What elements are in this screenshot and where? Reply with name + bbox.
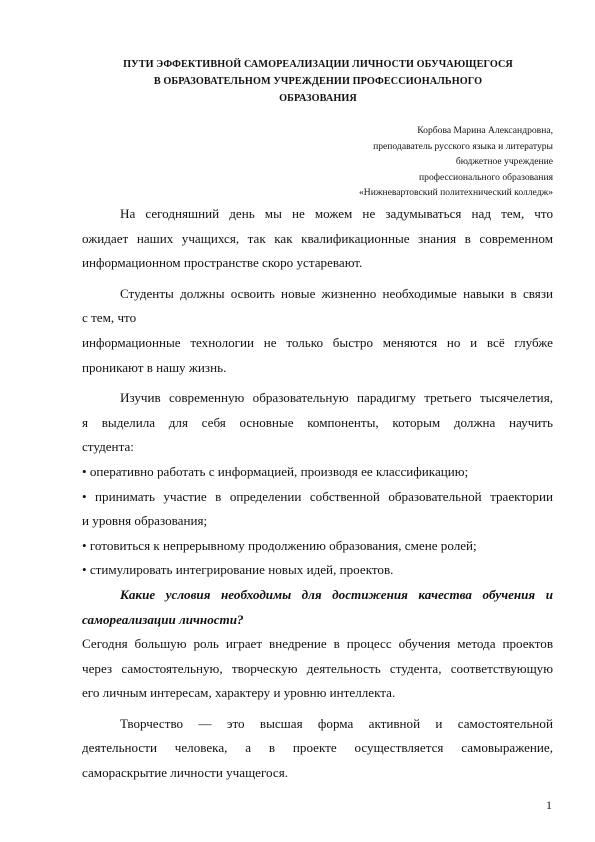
title-line-1: ПУТИ ЭФФЕКТИВНОЙ САМОРЕАЛИЗАЦИИ ЛИЧНОСТИ ОБУЧАЮЩЕГОСЯ — [123, 59, 513, 70]
bullet-item: • принимать участие в определении собственной образовательной траектории — [82, 488, 553, 504]
title-line-2: В ОБРАЗОВАТЕЛЬНОМ УЧРЕЖДЕНИИ ПРОФЕССИОНАЛЬНОГО — [153, 76, 483, 87]
body-line: с тем, что — [82, 310, 137, 326]
body-line: информационные технологии не только быстро меняются но и всё глубже — [82, 334, 553, 350]
body-line: проникают в нашу жизнь. — [82, 359, 227, 375]
author-name: Корбова Марина Александровна, — [417, 125, 553, 136]
body-line: ожидает наших учащихся, так как квалификационные знания в современном — [82, 230, 553, 246]
body-line: Студенты должны освоить новые жизненно необходимые навыки в связи — [120, 285, 553, 301]
body-line: студента: — [82, 439, 134, 455]
body-line: Творчество — это высшая форма активной и самостоятельной — [120, 715, 553, 731]
body-line: Изучив современную образовательную парадигму третьего тысячелетия, — [120, 390, 553, 406]
section-question: самореализации личности? — [82, 611, 244, 627]
title-line-3: ОБРАЗОВАНИЯ — [279, 93, 357, 104]
body-line: деятельности человека, а в проекте осуществляется самовыражение, — [82, 740, 553, 756]
bullet-item: • готовиться к непрерывному продолжению образования, смене ролей; — [82, 537, 477, 553]
body-line: его личным интересам, характеру и уровню интеллекта. — [82, 685, 396, 701]
bullet-item: • стимулировать интегрирование новых идей, проектов. — [82, 562, 394, 578]
author-institution-3: «Нижневартовский политехнический колледж» — [358, 187, 553, 199]
body-line: через самостоятельную, творческую деятельность студента, соответствующую — [82, 660, 553, 676]
page-number: 1 — [546, 798, 552, 812]
body-line: самораскрытие личности учащегося. — [82, 765, 288, 781]
document-title — [80, 56, 556, 107]
bullet-item-continuation: и уровня образования; — [82, 513, 208, 529]
body-line: я выделила для себя основные компоненты, которым должна научить — [82, 414, 553, 430]
body-line: На сегодняшний день мы не можем не задумываться над тем, что — [120, 206, 553, 221]
author-block — [359, 123, 553, 201]
bullet-item: • оперативно работать с информацией, производя ее классификацию; — [82, 463, 469, 479]
body-line: Сегодня большую роль играет внедрение в процесс обучения метода проектов — [82, 636, 553, 652]
document-body — [82, 202, 553, 786]
author-institution-1: бюджетное учреждение — [455, 156, 553, 168]
body-line: информационном пространстве скоро устаревают. — [82, 255, 363, 271]
author-institution-2: профессионального образования — [419, 171, 553, 183]
section-question: Какие условия необходимы для достижения качества обучения и — [120, 586, 553, 602]
author-position: преподаватель русского языка и литературы — [373, 140, 553, 152]
